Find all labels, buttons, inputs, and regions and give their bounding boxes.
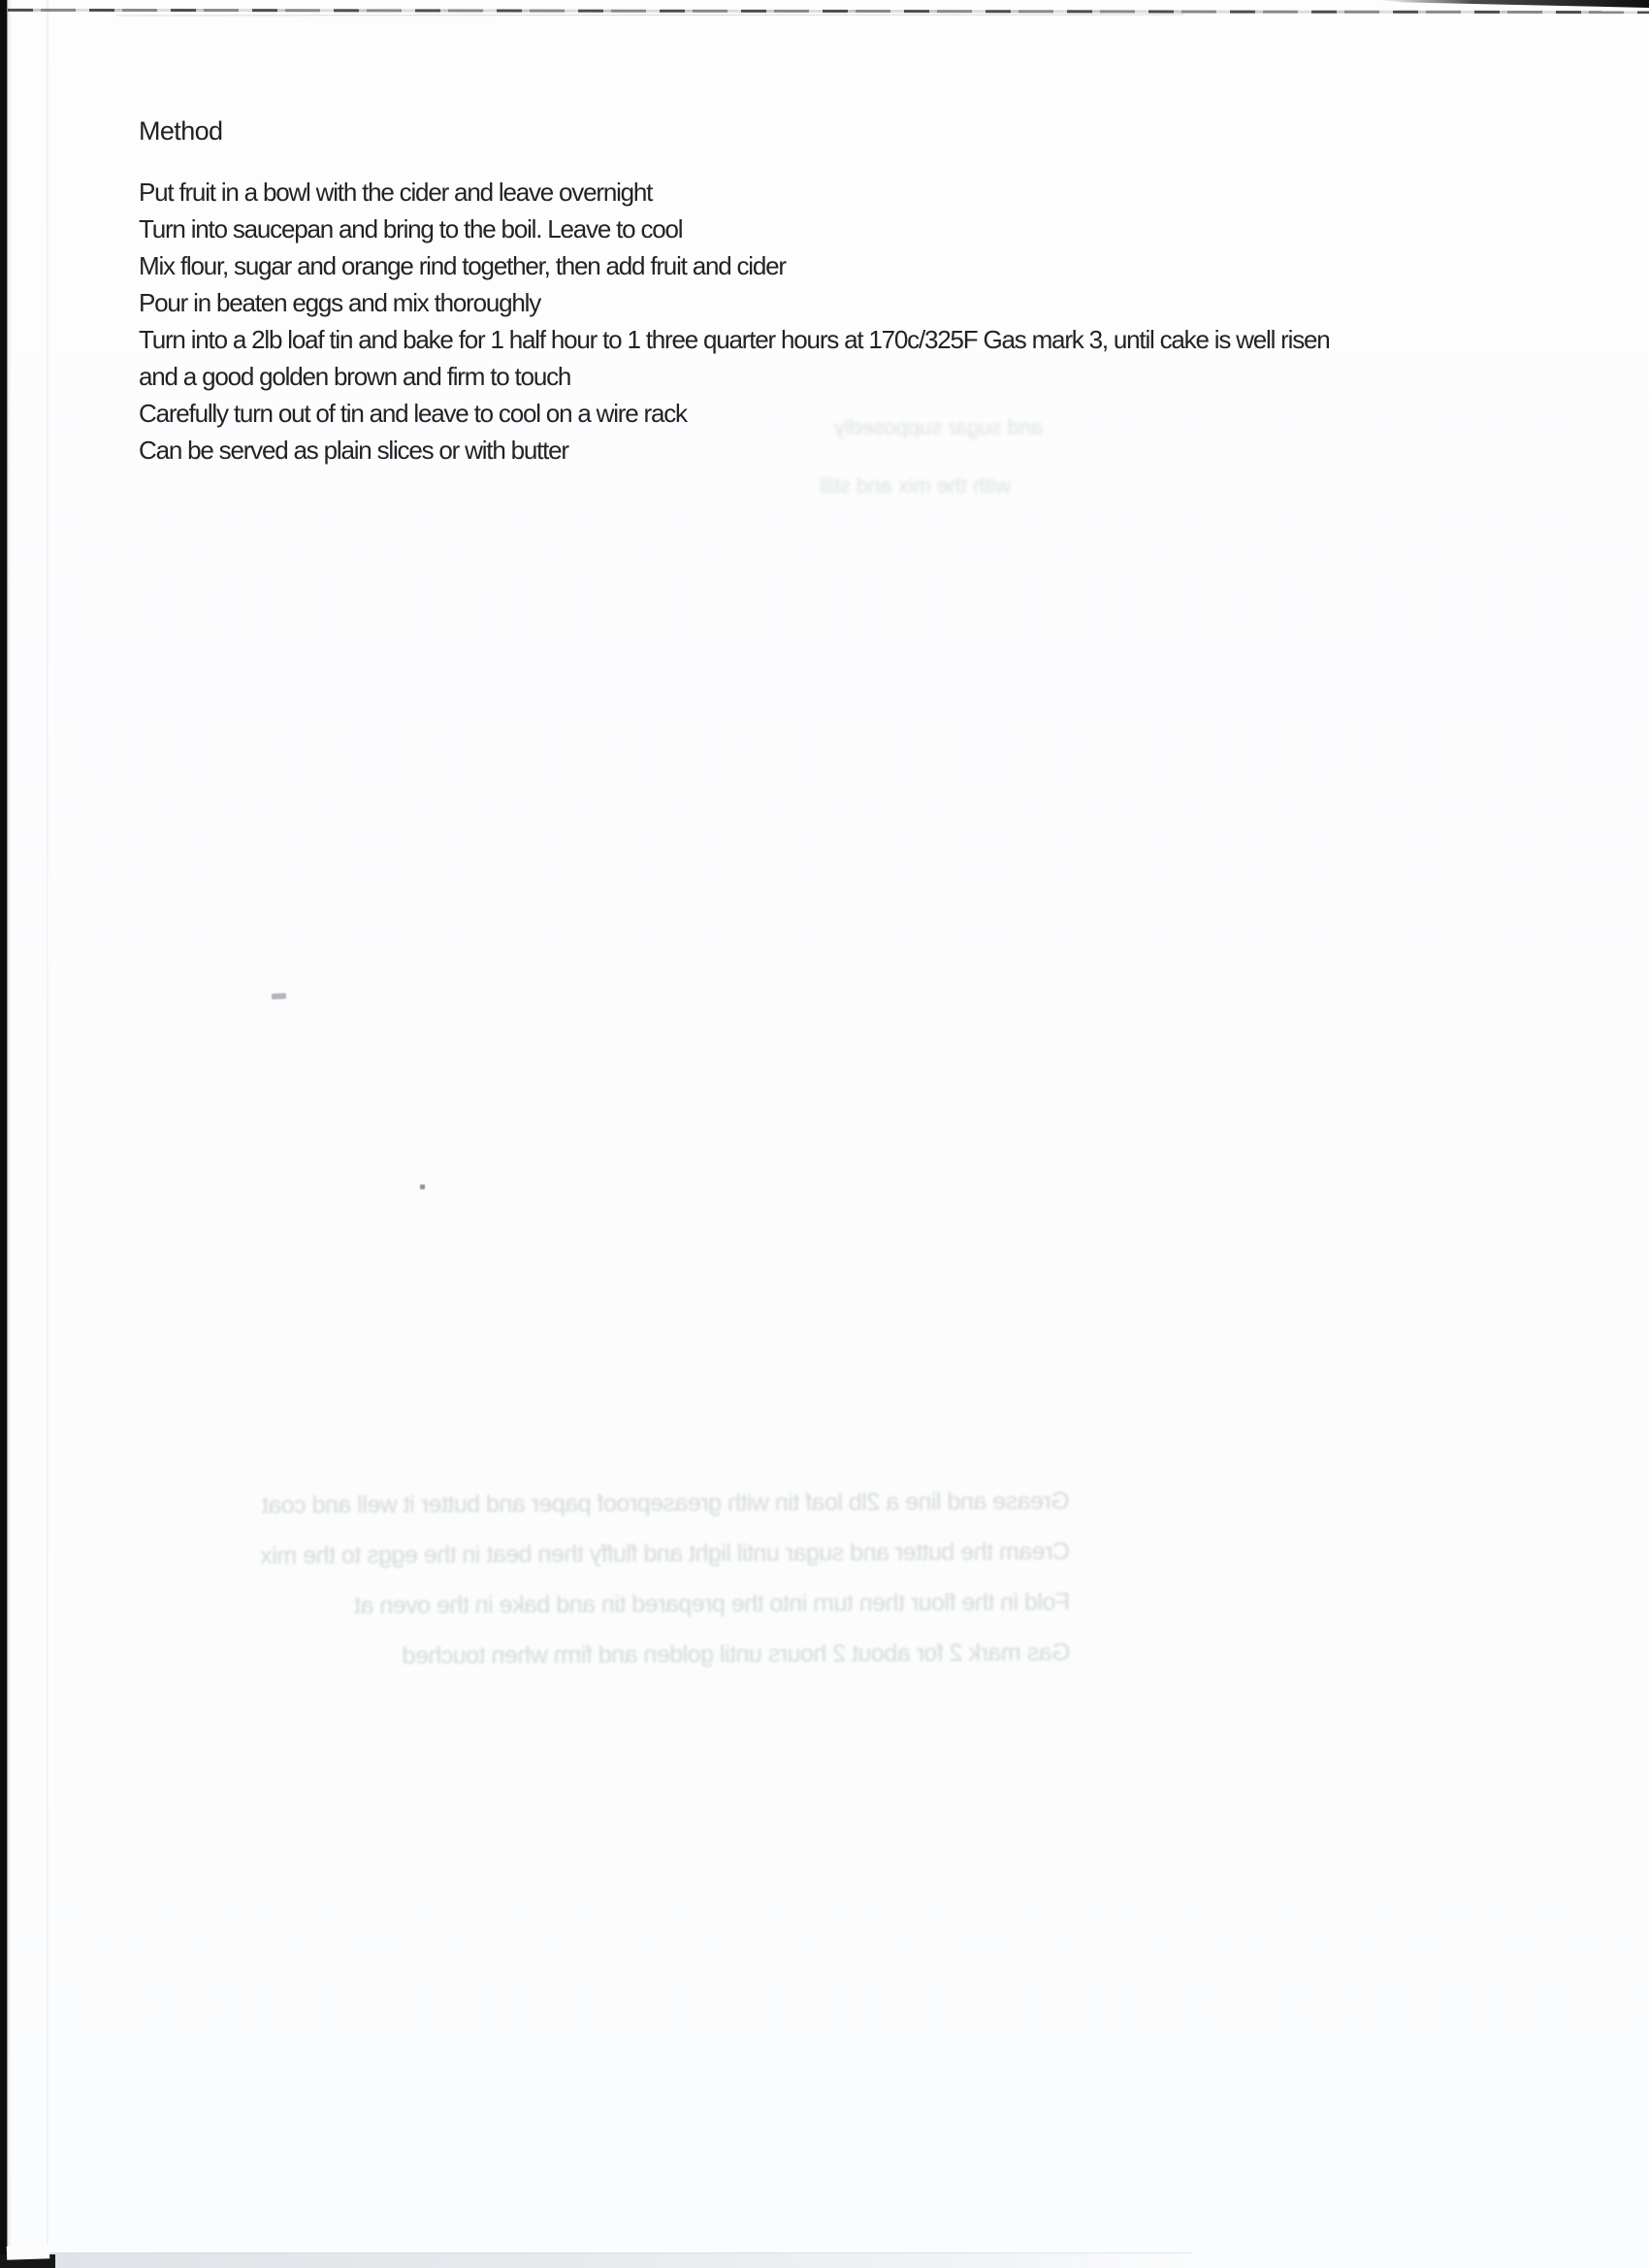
bleed-through-line: Grease and line a 2lb loaf tin with greaseproof paper and butter it well and coat [262,1487,1070,1519]
bleed-through-line: Fold in the flour then turn into the prepared tin and bake in the oven at [354,1588,1071,1620]
method-line: Pour in beaten eggs and mix thoroughly [139,288,541,317]
method-line: Put fruit in a bowl with the cider and leave overnight [139,178,653,207]
method-line: Turn into saucepan and bring to the boil. Leave to cool [139,214,683,243]
paper-corner-notch [7,2245,49,2260]
scanner-bottom-shadow-band [48,2252,1193,2268]
scanner-top-edge-line-faint [116,15,1183,16]
method-line: and a good golden brown and firm to touch [139,362,571,391]
scan-speck-dash [272,993,286,1000]
method-line: Carefully turn out of tin and leave to cool on a wire rack [139,399,687,428]
bleed-through-line: Cream the butter and sugar until light and fluffy then beat in the eggs to the mix [260,1538,1070,1570]
method-line: Mix flour, sugar and orange rind together, then add fruit and cider [139,251,786,280]
scanner-top-edge-line [8,9,1649,14]
scanner-top-right-wedge [1377,0,1649,8]
bleed-through-fragment: with the mix and still [820,473,1011,498]
method-line: Can be served as plain slices or with butter [139,436,568,465]
method-line: Turn into a 2lb loaf tin and bake for 1 half hour to 1 three quarter hours at 170c/325F Gas mark 3, until cake is well risen [139,325,1330,354]
scan-speck-dot [420,1184,425,1189]
paper-edge-shadow-line [47,0,48,2268]
bleed-through-fragment: and sugar supposedly [834,415,1044,439]
bleed-through-text-block [152,1476,1070,1683]
bleed-through-line: Gas mark 2 for about 2 hours until golden and firm when touched [402,1638,1071,1670]
method-heading: Method [139,116,223,146]
scanner-left-edge-bar [0,0,7,2268]
